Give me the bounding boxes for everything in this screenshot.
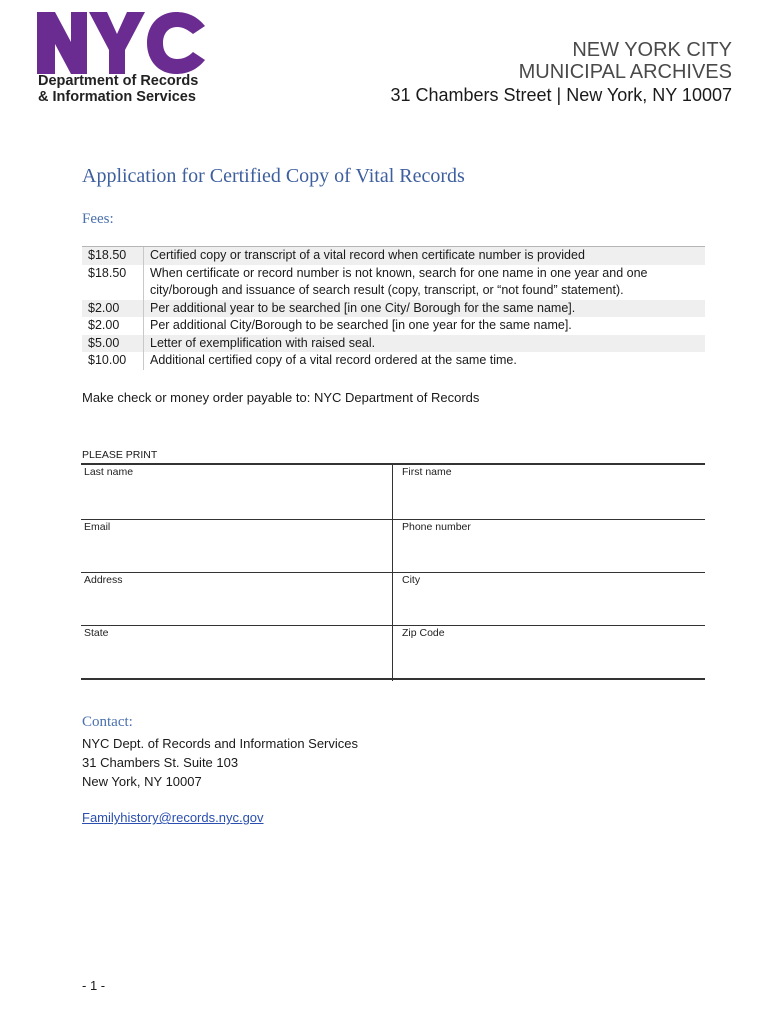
department-name (38, 73, 198, 105)
state-label: State (84, 627, 109, 639)
fee-row (82, 317, 705, 335)
email-label: Email (84, 521, 111, 533)
fees-heading: Fees: (82, 211, 114, 227)
contact-org: NYC Dept. of Records and Information Services (82, 736, 359, 751)
state-field[interactable] (81, 626, 392, 678)
last-name-field[interactable] (81, 465, 392, 519)
fees-table (82, 246, 705, 370)
fee-description: When certificate or record number is not known, search for one name in one year and one city/borough and issuance of search result (copy, transcript, or “not found” statement). (150, 265, 648, 297)
fee-description: Per additional City/Borough to be searched [in one year for the same name]. (150, 318, 572, 332)
first-name-field[interactable] (393, 465, 705, 519)
contact-email-link[interactable]: Familyhistory@records.nyc.gov (82, 810, 264, 825)
please-print-label: PLEASE PRINT (82, 449, 158, 461)
fee-amount: $18.50 (82, 265, 144, 300)
archive-name-line-1: NEW YORK CITY (572, 39, 732, 61)
payable-instruction: Make check or money order payable to: NYC Department of Records (82, 390, 480, 405)
fee-row (82, 247, 705, 265)
fee-amount: $10.00 (82, 352, 144, 370)
fee-row (82, 335, 705, 353)
fee-description: Additional certified copy of a vital record ordered at the same time. (150, 353, 517, 367)
phone-field[interactable] (393, 520, 705, 572)
fee-description: Per additional year to be searched [in one City/ Borough for the same name]. (150, 300, 576, 315)
applicant-form (81, 463, 705, 681)
zip-label: Zip Code (402, 627, 445, 639)
zip-field[interactable] (393, 626, 705, 678)
address-label: Address (84, 574, 123, 586)
fee-row (82, 352, 705, 370)
archive-address: 31 Chambers Street | New York, NY 10007 (390, 85, 732, 105)
fee-description: Letter of exemplification with raised seal. (150, 335, 376, 350)
city-field[interactable] (393, 573, 705, 625)
page-title: Application for Certified Copy of Vital Records (82, 165, 465, 187)
dept-line-1: Department of Records (38, 73, 199, 89)
fee-amount: $5.00 (82, 335, 144, 353)
phone-label: Phone number (402, 521, 471, 533)
email-field[interactable] (81, 520, 392, 572)
dept-line-2: & Information Services (38, 89, 196, 105)
address-field[interactable] (81, 573, 392, 625)
fee-amount: $18.50 (82, 247, 144, 265)
contact-city: New York, NY 10007 (82, 774, 202, 789)
form-bottom-border (81, 678, 705, 680)
fee-amount: $2.00 (82, 300, 144, 318)
contact-street: 31 Chambers St. Suite 103 (82, 755, 239, 770)
city-label: City (402, 574, 421, 586)
last-name-label: Last name (84, 466, 134, 478)
fee-row (82, 300, 705, 318)
contact-heading: Contact: (82, 714, 133, 730)
fee-amount: $2.00 (82, 317, 144, 335)
page-number: - 1 - (82, 978, 106, 993)
first-name-label: First name (402, 466, 452, 478)
fee-row (82, 265, 705, 300)
fee-description: Certified copy or transcript of a vital record when certificate number is provided (150, 248, 585, 262)
archive-name-line-2: MUNICIPAL ARCHIVES (518, 61, 732, 83)
nyc-logo (37, 12, 205, 74)
